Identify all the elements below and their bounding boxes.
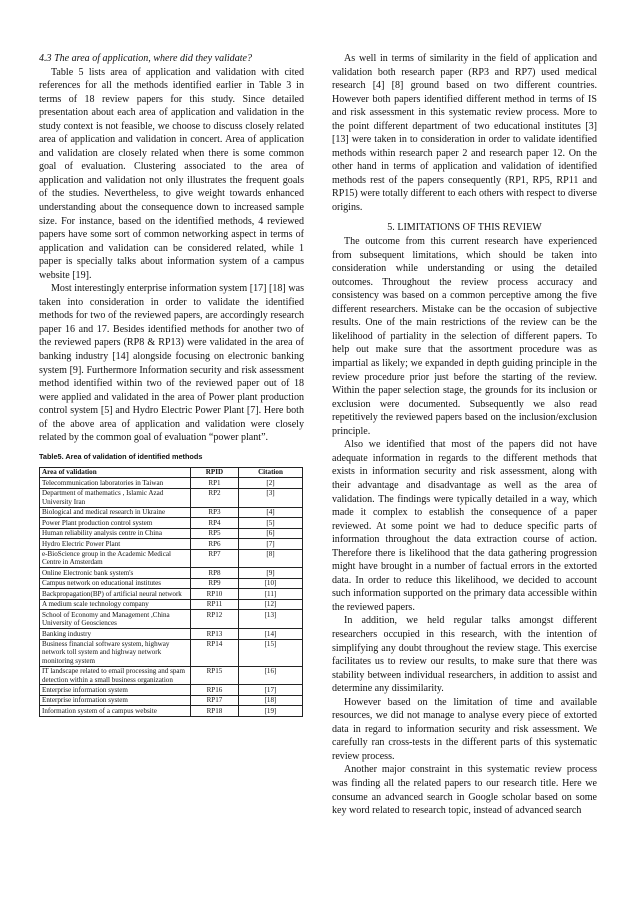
citation-cell: [16] xyxy=(238,666,302,685)
table-row xyxy=(40,610,303,629)
column-header: Area of validation xyxy=(40,467,191,477)
area-cell: Power Plant production control system xyxy=(40,518,191,528)
table-row xyxy=(40,549,303,568)
table-row xyxy=(40,578,303,588)
area-cell: Backpropagation(BP) of artificial neural network xyxy=(40,589,191,599)
citation-cell: [8] xyxy=(238,549,302,568)
paragraph: As well in terms of similarity in the field of application and validation both research paper (RP3 and RP7) used medical research [4] [8] ground based on two different countries. However both papers identified different method in terms of IS and risk assessment in this systematic review process. More to the point different department of two educational institutes [3] [13] were taken in to consideration in order to validate identified methods within research paper 2 and research paper 12. On the other hand in terms of application and validation of identified methods rest of the papers consequently (RP1, RP5, RP11 and RP15) were totally different to each others with respect to diverse origins. xyxy=(332,53,597,214)
table-row xyxy=(40,528,303,538)
area-cell: Biological and medical research in Ukraine xyxy=(40,507,191,517)
table-row xyxy=(40,589,303,599)
citation-cell: [17] xyxy=(238,685,302,695)
area-cell: Department of mathematics , Islamic Azad University Iran xyxy=(40,488,191,507)
citation-cell: [4] xyxy=(238,507,302,517)
paragraph: Table 5 lists area of application and validation with cited references for all the methods identified earlier in Table 3 in terms of 18 review papers for this study. Since detailed presentation about each area of application and validation in the study context is not feasible, we choose to discuss closely related area of application and validation in concert. Area of application and validation are closely related when there is some common goal of evaluation. Clustering associated to the area of application and validation not only illustrates the frequent goals of the studies. Nevertheless, to give weight towards enhanced understanding about the consequence down to increased sample size. For instance, based on the identified methods, 4 reviewed papers have some sort of common networking aspect in terms of application and validation can be considered related, while 1 paper is specially talks about information system of a campus website [19]. xyxy=(39,66,304,281)
citation-cell: [6] xyxy=(238,528,302,538)
table-row xyxy=(40,629,303,639)
rpid-cell: RP7 xyxy=(191,549,239,568)
table-row xyxy=(40,695,303,705)
citation-cell: [3] xyxy=(238,488,302,507)
rpid-cell: RP17 xyxy=(191,695,239,705)
citation-cell: [18] xyxy=(238,695,302,705)
rpid-cell: RP12 xyxy=(191,610,239,629)
rpid-cell: RP14 xyxy=(191,639,239,666)
rpid-cell: RP3 xyxy=(191,507,239,517)
citation-cell: [15] xyxy=(238,639,302,666)
rpid-cell: RP5 xyxy=(191,528,239,538)
table-row xyxy=(40,599,303,609)
table-row xyxy=(40,666,303,685)
rpid-cell: RP9 xyxy=(191,578,239,588)
paragraph: The outcome from this current research have experienced from subsequent limitations, which should be taken into consideration while understanding or using the detailed outcomes. Throughout the review process accuracy and consistency was based on a common perceptive among the five different researchers. Mistake can be the occasion of subjective results. One of the main restrictions of the review can be the likelihood of partiality in the selection of different papers. To help out make sure that the assortment procedure was as impartial as likely; we expanded in depth guiding principle in the review procedure prior just before the starting of the review. Within the paper selection stage, the grounds for its inclusion or exclusion were documented. Subsequently we also read repetitively the reviewed papers based on the inclusion/exclusion principle. xyxy=(332,236,597,437)
citation-cell: [13] xyxy=(238,610,302,629)
area-cell: Human reliability analysis centre in China xyxy=(40,528,191,538)
area-cell: Business financial software system, highway network toll system and highway network monitoring system xyxy=(40,639,191,666)
area-cell: A medium scale technology company xyxy=(40,599,191,609)
column-header: RPID xyxy=(191,467,239,477)
rpid-cell: RP1 xyxy=(191,478,239,488)
area-cell: e-BioScience group in the Academic Medical Centre in Amsterdam xyxy=(40,549,191,568)
rpid-cell: RP13 xyxy=(191,629,239,639)
citation-cell: [5] xyxy=(238,518,302,528)
section-heading: 5. LIMITATIONS OF THIS REVIEW xyxy=(387,221,542,233)
citation-cell: [7] xyxy=(238,539,302,549)
citation-cell: [19] xyxy=(238,706,302,716)
paragraph: In addition, we held regular talks amongst different researchers occupied in this research, with the intention of simplifying any doubt throughout the review stage. This exercise facilitates us to review our results, to make sure that there was stability between individual researchers, in addition to assist and determine any dissimilarity. xyxy=(332,615,597,695)
column-header: Citation xyxy=(238,467,302,477)
area-cell: Information system of a campus website xyxy=(40,706,191,716)
table-row xyxy=(40,507,303,517)
area-cell: IT landscape related to email processing and spam detection within a small business organization xyxy=(40,666,191,685)
area-cell: Banking industry xyxy=(40,629,191,639)
table-row xyxy=(40,478,303,488)
table-row xyxy=(40,518,303,528)
rpid-cell: RP4 xyxy=(191,518,239,528)
rpid-cell: RP15 xyxy=(191,666,239,685)
validation-table xyxy=(39,467,303,717)
area-cell: Online Electronic bank system's xyxy=(40,568,191,578)
table-row xyxy=(40,488,303,507)
citation-cell: [11] xyxy=(238,589,302,599)
table-caption: Table5. Area of validation of identified methods xyxy=(39,451,203,461)
table-row xyxy=(40,568,303,578)
rpid-cell: RP6 xyxy=(191,539,239,549)
area-cell: Enterprise information system xyxy=(40,685,191,695)
paragraph: However based on the limitation of time and available resources, we did not manage to analyse every piece of extorted data in regard to information security and risk assessment. We carefully ran cross-tests in the different parts of this systematic review process. xyxy=(332,696,597,762)
area-cell: School of Economy and Management ,China University of Geosciences xyxy=(40,610,191,629)
rpid-cell: RP2 xyxy=(191,488,239,507)
paragraph: Another major constraint in this systematic review process was finding all the related papers to our research title. Here we consume an advanced search in Google scholar based on some key word related to research topic, instead of advanced search xyxy=(332,764,597,817)
left-column xyxy=(39,52,304,717)
citation-cell: [14] xyxy=(238,629,302,639)
table-row xyxy=(40,639,303,666)
area-cell: Enterprise information system xyxy=(40,695,191,705)
rpid-cell: RP11 xyxy=(191,599,239,609)
paragraph: Also we identified that most of the papers did not have adequate information in regards to the different methods that exists in information security and risk assessment, along with their advantage and disadvantage as well as the area of validation. The findings were typically detailed in a way, which made it complex to establish the consequence of a paper reviewed. At some point we had to deduce specific parts of information throughout the data extraction course of action. Therefore there is likelihood that the data gathering progression might have brought in a number of factual errors in the extorted data. In order to reduce this likelihood, we decided to account such information supported on the primary data accessible within the reviewed papers. xyxy=(332,439,597,613)
citation-cell: [10] xyxy=(238,578,302,588)
rpid-cell: RP10 xyxy=(191,589,239,599)
table-row xyxy=(40,685,303,695)
rpid-cell: RP16 xyxy=(191,685,239,695)
area-cell: Campus network on educational institutes xyxy=(40,578,191,588)
paragraph: Most interestingly enterprise information system [17] [18] was taken into consideration in order to validate the identified methods for two of the reviewed papers, are accordingly research paper 16 and 17. Besides identified methods for another two of the reviewed papers (RP8 & RP13) were validated in the area of banking industry [14] alongside focusing on electronic banking system [9]. Furthermore Information security and risk assessment method identified within two of the reviewed paper out of 18 were applied and validated in the area of Power plant production control system [5] and Hydro Electric Power Plant [7]. Here both of the above area of application and validation were closely related by the common goal of evaluation “power plant”. xyxy=(39,283,304,444)
table-row xyxy=(40,706,303,716)
table-header-row xyxy=(40,467,303,477)
rpid-cell: RP8 xyxy=(191,568,239,578)
citation-cell: [9] xyxy=(238,568,302,578)
right-column xyxy=(332,52,597,818)
table-row xyxy=(40,539,303,549)
area-cell: Telecommunication laboratories in Taiwan xyxy=(40,478,191,488)
rpid-cell: RP18 xyxy=(191,706,239,716)
area-cell: Hydro Electric Power Plant xyxy=(40,539,191,549)
section-subheading: 4.3 The area of application, where did they validate? xyxy=(39,53,252,64)
citation-cell: [12] xyxy=(238,599,302,609)
citation-cell: [2] xyxy=(238,478,302,488)
